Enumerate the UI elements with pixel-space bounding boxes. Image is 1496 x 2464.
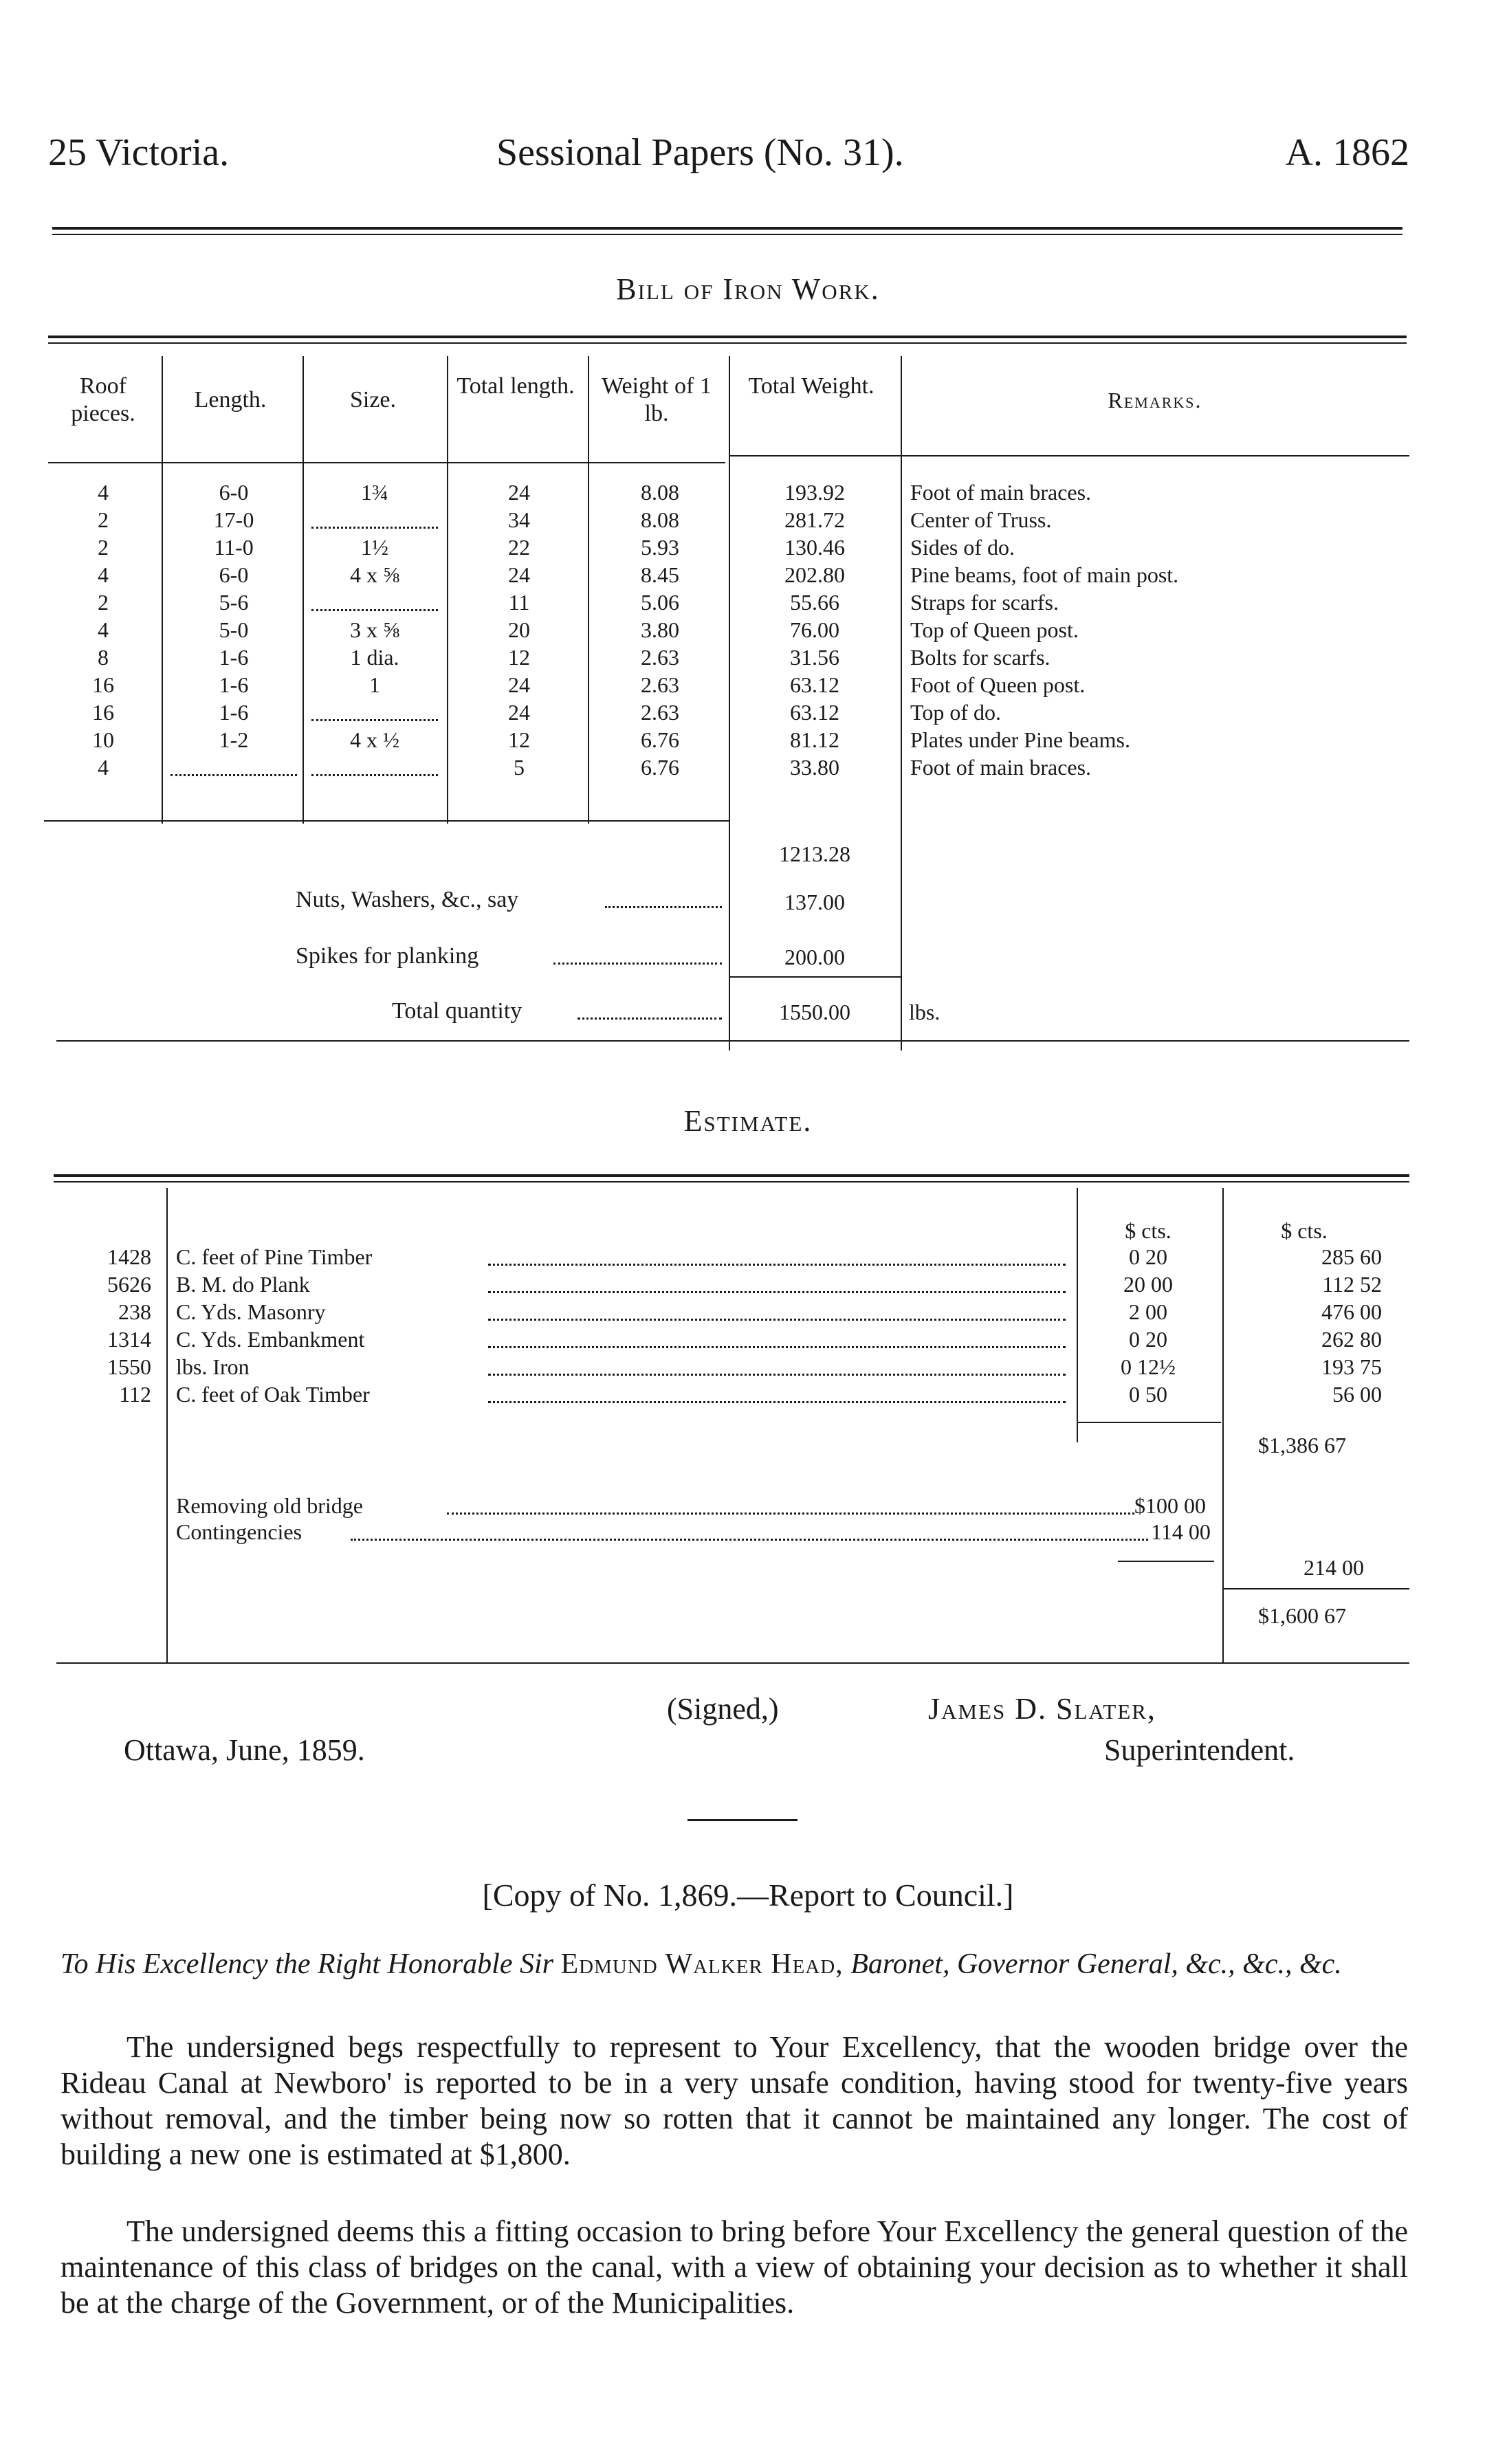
col-divider — [166, 1188, 168, 1662]
leader-dots — [578, 1018, 722, 1020]
rows-bottom-rule — [44, 820, 729, 822]
estimate-cell-amount: 193 75 — [1321, 1354, 1382, 1379]
col-divider — [729, 356, 730, 1050]
leader-dots — [488, 1374, 1066, 1376]
estimate-cell-rate: 0 12½ — [1121, 1354, 1176, 1379]
iron-cell-roof: 4 — [98, 617, 109, 642]
iron-cell-weight: 5.93 — [641, 535, 679, 560]
iron-cell-weight: 3.80 — [641, 617, 679, 642]
total-quantity-unit: lbs. — [909, 1000, 940, 1024]
removing-label: Removing old bridge — [176, 1493, 363, 1518]
iron-cell-remarks: Foot of main braces. — [910, 755, 1092, 780]
iron-cell-size: 1 dia. — [350, 645, 399, 670]
estimate-cell-rate: 20 00 — [1123, 1272, 1173, 1297]
estimate-cell-qty: 1314 — [107, 1327, 151, 1352]
running-header — [48, 131, 1409, 179]
iron-cell-length: 6-0 — [219, 562, 249, 587]
iron-cell-weight: 8.45 — [641, 562, 679, 587]
estimate-cell-amount: 56 00 — [1332, 1382, 1382, 1407]
report-paragraph-2: The undersigned deems this a fitting occasion to bring before Your Excellency the general question of the maintenance of this class of bridges on the canal, with a view of obtaining your decision as to whether it shall be at the charge of the Government, or of the Municipalities. — [60, 2214, 1408, 2320]
rate-head: $ cts. — [1125, 1218, 1172, 1243]
iron-cell-total-weight: 193.92 — [784, 480, 845, 505]
iron-cell-size: 4 x ½ — [350, 727, 399, 752]
leader-dots — [488, 1401, 1066, 1403]
iron-cell-total-length: 24 — [508, 562, 530, 587]
iron-cell-total-weight: 81.12 — [790, 727, 839, 752]
leader-dots — [605, 906, 722, 908]
iron-cell-size: 1¾ — [361, 480, 388, 505]
iron-cell-roof: 2 — [98, 507, 109, 532]
iron-cell-size: 3 x ⅝ — [350, 617, 399, 642]
col-divider — [1077, 1188, 1078, 1442]
iron-cell-remarks: Sides of do. — [910, 535, 1015, 560]
iron-cell-total-length: 12 — [508, 645, 530, 670]
estimate-cell-qty: 112 — [119, 1382, 151, 1407]
iron-cell-weight: 8.08 — [641, 480, 679, 505]
estimate-cell-amount: 285 60 — [1321, 1244, 1382, 1269]
estimate-cell-rate: 0 20 — [1129, 1244, 1167, 1269]
iron-cell-remarks: Pine beams, foot of main post. — [910, 562, 1179, 587]
amount-head: $ cts. — [1281, 1218, 1328, 1243]
iron-work-table — [48, 351, 1409, 1045]
iron-cell-weight: 2.63 — [641, 672, 679, 697]
leader-dots — [488, 1319, 1066, 1321]
leader-dots — [488, 1346, 1066, 1348]
iron-cell-length: 6-0 — [219, 480, 249, 505]
iron-cell-total-weight: 33.80 — [790, 755, 839, 780]
grand-total-rule — [1222, 1588, 1409, 1590]
iron-cell-roof: 2 — [98, 535, 109, 560]
leader-dots — [488, 1291, 1066, 1293]
address-salutation: To His Excellency the Right Honorable Sir — [60, 1948, 561, 1980]
iron-cell-remarks: Foot of Queen post. — [910, 672, 1086, 697]
iron-cell-length: 1-6 — [219, 700, 249, 725]
iron-cell-total-length: 24 — [508, 672, 530, 697]
estimate-title: Estimate. — [683, 1104, 813, 1138]
removing-value: $100 00 — [1134, 1493, 1206, 1518]
iron-cell-total-length: 11 — [508, 590, 530, 615]
address-titles: Baronet, Governor General, &c., &c., &c. — [843, 1948, 1342, 1980]
col-head-remarks: Remarks. — [1108, 388, 1202, 412]
iron-cell-size: 1½ — [361, 535, 388, 560]
iron-cell-roof: 4 — [98, 562, 109, 587]
col-head-total-weight: Total Weight. — [748, 373, 874, 399]
total-rule — [729, 976, 901, 978]
iron-cell-total-weight: 130.46 — [784, 535, 845, 560]
estimate-cell-rate: 0 50 — [1129, 1382, 1167, 1407]
estimate-cell-rate: 0 20 — [1129, 1327, 1167, 1352]
iron-cell-remarks: Bolts for scarfs. — [910, 645, 1050, 670]
iron-cell-total-weight: 63.12 — [790, 672, 839, 697]
leader-dots — [553, 962, 722, 965]
col-head-size: Size. — [349, 387, 397, 412]
col-divider — [1222, 1188, 1224, 1662]
iron-cell-roof: 2 — [98, 590, 109, 615]
estimate-cell-amount: 476 00 — [1321, 1299, 1382, 1324]
estimate-cell-desc: C. feet of Oak Timber — [176, 1382, 370, 1407]
estimate-cell-desc: C. feet of Pine Timber — [176, 1244, 373, 1269]
signed-mark: (Signed,) — [667, 1692, 779, 1726]
iron-cell-remarks: Straps for scarfs. — [910, 590, 1059, 615]
estimate-subtotal: $1,386 67 — [1258, 1433, 1346, 1458]
iron-cell-weight: 2.63 — [641, 645, 679, 670]
estimate-cell-qty: 1550 — [107, 1354, 151, 1379]
iron-cell-roof: 10 — [92, 727, 114, 752]
header-rule-right — [729, 455, 1409, 456]
leader-dots — [311, 719, 438, 721]
estimate-cell-desc: B. M. do Plank — [176, 1272, 310, 1297]
iron-cell-total-length: 12 — [508, 727, 530, 752]
iron-cell-weight: 6.76 — [641, 727, 679, 752]
iron-work-title: Bill of Iron Work. — [616, 272, 880, 306]
iron-subtotal: 1213.28 — [779, 842, 850, 866]
iron-cell-weight: 6.76 — [641, 755, 679, 780]
iron-cell-length: 5-0 — [219, 617, 249, 642]
iron-cell-total-length: 22 — [508, 535, 530, 560]
estimate-cell-qty: 1428 — [107, 1244, 151, 1269]
iron-bottom-rule — [56, 1040, 1409, 1042]
iron-cell-total-length: 24 — [508, 480, 530, 505]
iron-cell-length: 5-6 — [219, 590, 249, 615]
nuts-value: 137.00 — [784, 890, 845, 914]
iron-cell-total-weight: 31.56 — [790, 645, 839, 670]
col-divider — [901, 356, 902, 1050]
iron-cell-length: 1-6 — [219, 645, 249, 670]
leader-dots — [311, 774, 438, 776]
iron-cell-remarks: Top of Queen post. — [910, 617, 1079, 642]
header-title: Sessional Papers (No. 31). — [496, 131, 904, 174]
col-divider — [162, 356, 163, 824]
leader-dots — [351, 1539, 1148, 1541]
contingencies-label: Contingencies — [176, 1519, 302, 1544]
iron-cell-length: 17-0 — [213, 507, 254, 532]
iron-cell-roof: 4 — [98, 755, 109, 780]
iron-cell-weight: 2.63 — [641, 700, 679, 725]
grand-total: $1,600 67 — [1258, 1603, 1346, 1628]
estimate-bottom-rule — [56, 1662, 1409, 1664]
estimate-cell-amount: 112 52 — [1322, 1272, 1382, 1297]
header-year: A. 1862 — [1285, 131, 1409, 174]
spikes-label: Spikes for planking — [296, 943, 479, 969]
estimate-cell-desc: lbs. Iron — [176, 1354, 250, 1379]
contingencies-value: 114 00 — [1151, 1519, 1211, 1544]
iron-cell-remarks: Foot of main braces. — [910, 480, 1092, 505]
extras-rule — [1118, 1561, 1214, 1562]
iron-cell-size: 4 x ⅝ — [350, 562, 399, 587]
total-quantity-label: Total quantity — [392, 998, 522, 1024]
leader-dots — [311, 527, 438, 529]
iron-cell-remarks: Top of do. — [910, 700, 1001, 725]
header-double-rule — [52, 227, 1402, 235]
iron-cell-size: 1 — [369, 672, 380, 697]
nuts-label: Nuts, Washers, &c., say — [296, 887, 519, 912]
leader-dots — [311, 609, 438, 611]
iron-cell-remarks: Center of Truss. — [910, 507, 1052, 532]
iron-cell-roof: 16 — [92, 672, 114, 697]
header-rule — [48, 462, 725, 463]
separator-rule — [688, 1819, 798, 1821]
col-head-weight: Weight of 1 lb. — [602, 373, 712, 426]
iron-cell-roof: 4 — [98, 480, 109, 505]
iron-cell-weight: 5.06 — [641, 590, 679, 615]
iron-cell-total-weight: 55.66 — [790, 590, 839, 615]
extras-total: 214 00 — [1304, 1555, 1364, 1580]
iron-cell-total-weight: 76.00 — [790, 617, 839, 642]
iron-cell-total-length: 20 — [508, 617, 530, 642]
col-divider — [588, 356, 589, 824]
estimate-cell-desc: C. Yds. Embankment — [176, 1327, 365, 1352]
iron-cell-length: 11-0 — [214, 535, 254, 560]
report-address — [60, 1946, 1408, 1983]
estimate-cell-rate: 2 00 — [1129, 1299, 1167, 1324]
total-quantity-value: 1550.00 — [779, 1000, 850, 1024]
iron-top-rule — [48, 336, 1407, 344]
iron-cell-total-length: 5 — [514, 755, 525, 780]
col-head-roof: Roof pieces. — [71, 373, 135, 426]
estimate-cell-qty: 5626 — [107, 1272, 151, 1297]
iron-cell-weight: 8.08 — [641, 507, 679, 532]
signatory-name: James D. Slater, — [928, 1692, 1156, 1726]
col-divider — [447, 356, 448, 824]
iron-cell-roof: 16 — [92, 700, 114, 725]
iron-cell-total-weight: 63.12 — [790, 700, 839, 725]
header-session: 25 Victoria. — [48, 131, 230, 174]
rate-rule — [1077, 1422, 1221, 1423]
iron-cell-remarks: Plates under Pine beams. — [910, 727, 1130, 752]
col-divider — [302, 356, 304, 824]
spikes-value: 200.00 — [784, 945, 845, 969]
estimate-cell-desc: C. Yds. Masonry — [176, 1299, 326, 1324]
iron-cell-total-length: 34 — [508, 507, 530, 532]
iron-cell-length: 1-2 — [219, 727, 249, 752]
estimate-cell-amount: 262 80 — [1321, 1327, 1382, 1352]
col-head-total-length: Total length. — [456, 373, 575, 399]
report-heading: [Copy of No. 1,869.—Report to Council.] — [482, 1878, 1014, 1913]
address-name: Edmund Walker Head, — [560, 1948, 844, 1980]
iron-cell-total-weight: 281.72 — [784, 507, 845, 532]
iron-cell-roof: 8 — [98, 645, 109, 670]
estimate-table — [48, 1169, 1409, 1678]
report-paragraph-1: The undersigned begs respectfully to represent to Your Excellency, that the wooden bridge over the Rideau Canal at Newboro' is reported to be in a very unsafe condition, having stood for twenty-five years without removal, and the timber being now so rotten that it cannot be maintained any longer. The cost of building a new one is estimated at $1,800. — [60, 2030, 1408, 2171]
signatory-title: Superintendent. — [1104, 1733, 1295, 1767]
col-head-length: Length. — [194, 387, 267, 412]
leader-dots — [170, 774, 297, 776]
leader-dots — [488, 1264, 1066, 1266]
estimate-cell-qty: 238 — [118, 1299, 151, 1324]
place-date: Ottawa, June, 1859. — [124, 1733, 365, 1767]
iron-cell-total-length: 24 — [508, 700, 530, 725]
leader-dots — [447, 1512, 1134, 1515]
iron-cell-length: 1-6 — [219, 672, 249, 697]
iron-cell-total-weight: 202.80 — [784, 562, 845, 587]
